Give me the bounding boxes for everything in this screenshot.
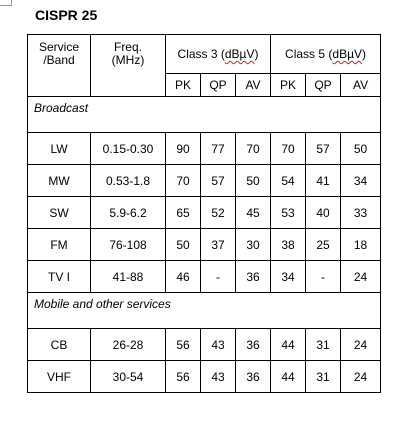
class3-prefix: Class 3 ( xyxy=(177,47,225,61)
value-cell: 31 xyxy=(306,361,341,393)
section-label-mobile: Mobile and other services xyxy=(28,293,381,315)
freq-cell: 76-108 xyxy=(91,229,166,261)
freq-cell: 41-88 xyxy=(91,261,166,293)
value-cell: - xyxy=(306,261,341,293)
sub-header-pk: PK xyxy=(166,74,201,97)
value-cell: 36 xyxy=(236,261,271,293)
value-cell: 31 xyxy=(306,329,341,361)
value-cell: 24 xyxy=(341,329,381,361)
value-cell: 70 xyxy=(166,165,201,197)
value-cell: 24 xyxy=(341,261,381,293)
value-cell: 70 xyxy=(236,133,271,165)
value-cell: 50 xyxy=(236,165,271,197)
class5-header xyxy=(271,35,381,74)
class5-prefix: Class 5 ( xyxy=(285,47,333,61)
table-row xyxy=(28,261,381,293)
value-cell: 52 xyxy=(201,197,236,229)
band-cell: FM xyxy=(28,229,91,261)
service-header-line1: Service xyxy=(38,40,79,54)
sub-header-qp: QP xyxy=(201,74,236,97)
table-row xyxy=(28,361,381,393)
value-cell: 34 xyxy=(341,165,381,197)
value-cell: 46 xyxy=(166,261,201,293)
freq-header-line1: Freq. xyxy=(113,40,142,54)
table-row xyxy=(28,229,381,261)
value-cell: 34 xyxy=(271,261,306,293)
value-cell: 36 xyxy=(236,361,271,393)
value-cell: 65 xyxy=(166,197,201,229)
document-title: CISPR 25 xyxy=(35,7,98,23)
frequency-header xyxy=(91,35,166,97)
band-cell: LW xyxy=(28,133,91,165)
freq-cell: 26-28 xyxy=(91,329,166,361)
value-cell: 24 xyxy=(341,361,381,393)
value-cell: 25 xyxy=(306,229,341,261)
value-cell: 18 xyxy=(341,229,381,261)
value-cell: 43 xyxy=(201,329,236,361)
value-cell: 54 xyxy=(271,165,306,197)
page-corner-marker xyxy=(0,0,12,6)
freq-cell: 30-54 xyxy=(91,361,166,393)
value-cell: 45 xyxy=(236,197,271,229)
service-header-line2: /Band xyxy=(43,53,75,67)
section-label-broadcast: Broadcast xyxy=(28,97,381,119)
value-cell: 56 xyxy=(166,329,201,361)
section-spacer xyxy=(28,118,381,133)
class3-suffix: ) xyxy=(254,47,259,61)
value-cell: 70 xyxy=(271,133,306,165)
section-spacer xyxy=(28,314,381,329)
emission-limits-table xyxy=(27,34,381,393)
band-cell: VHF xyxy=(28,361,91,393)
value-cell: 53 xyxy=(271,197,306,229)
sub-header-qp: QP xyxy=(306,74,341,97)
value-cell: 44 xyxy=(271,329,306,361)
value-cell: 40 xyxy=(306,197,341,229)
freq-cell: 5.9-6.2 xyxy=(91,197,166,229)
value-cell: 33 xyxy=(341,197,381,229)
sub-header-av: AV xyxy=(236,74,271,97)
service-band-header xyxy=(28,35,91,97)
class3-unit: dBµV xyxy=(224,47,255,61)
value-cell: 50 xyxy=(166,229,201,261)
value-cell: - xyxy=(201,261,236,293)
value-cell: 37 xyxy=(201,229,236,261)
class3-header xyxy=(166,35,271,74)
band-cell: MW xyxy=(28,165,91,197)
value-cell: 77 xyxy=(201,133,236,165)
freq-header-line2: (MHz) xyxy=(111,53,145,67)
band-cell: SW xyxy=(28,197,91,229)
value-cell: 30 xyxy=(236,229,271,261)
band-cell: TV I xyxy=(28,261,91,293)
sub-header-pk: PK xyxy=(271,74,306,97)
value-cell: 36 xyxy=(236,329,271,361)
class5-unit: dBµV xyxy=(332,47,362,61)
class5-suffix: ) xyxy=(362,47,366,61)
value-cell: 41 xyxy=(306,165,341,197)
value-cell: 43 xyxy=(201,361,236,393)
value-cell: 38 xyxy=(271,229,306,261)
table-row xyxy=(28,165,381,197)
value-cell: 56 xyxy=(166,361,201,393)
sub-header-av: AV xyxy=(341,74,381,97)
table-row xyxy=(28,197,381,229)
band-cell: CB xyxy=(28,329,91,361)
value-cell: 44 xyxy=(271,361,306,393)
table-row xyxy=(28,329,381,361)
value-cell: 90 xyxy=(166,133,201,165)
freq-cell: 0.53-1.8 xyxy=(91,165,166,197)
value-cell: 50 xyxy=(341,133,381,165)
table-row xyxy=(28,133,381,165)
freq-cell: 0.15-0.30 xyxy=(91,133,166,165)
value-cell: 57 xyxy=(201,165,236,197)
value-cell: 57 xyxy=(306,133,341,165)
